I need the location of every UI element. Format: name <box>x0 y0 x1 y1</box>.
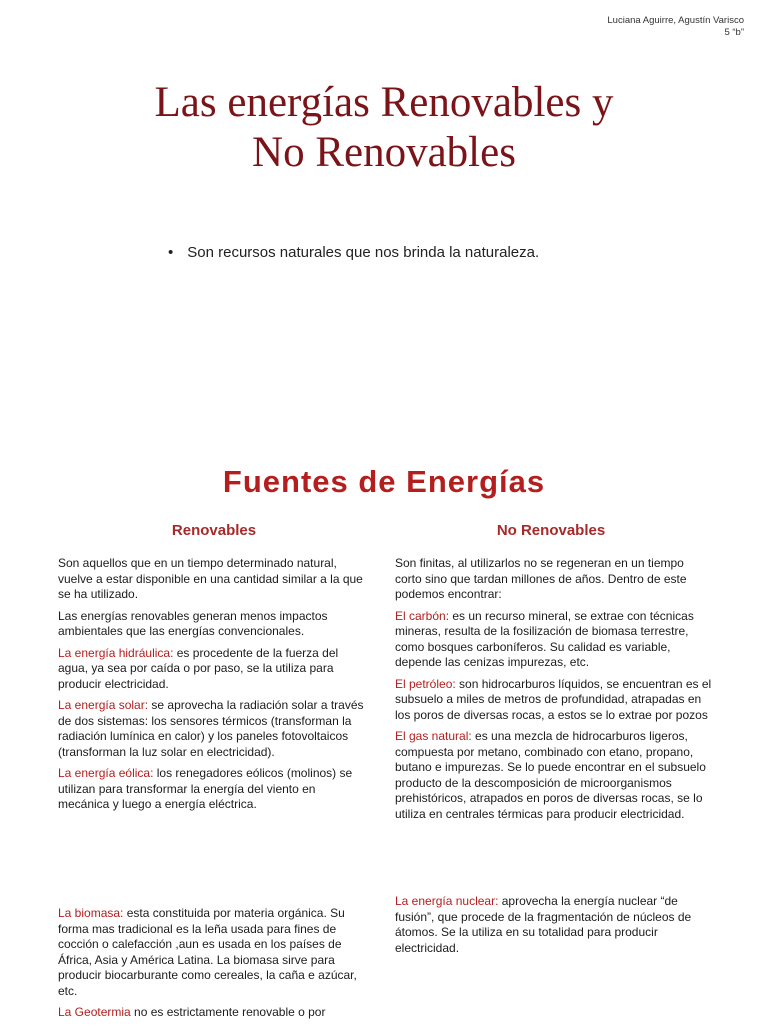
renewables-column <box>58 556 370 819</box>
renewable-item-wind <box>58 766 370 813</box>
author-credits <box>607 15 744 39</box>
intro-bullet-text: Son recursos naturales que nos brinda la naturaleza. <box>187 244 540 261</box>
non-renewable-term: El petróleo: <box>395 676 456 691</box>
renewable-term: La energía solar: <box>58 698 149 712</box>
non-renewables-column-lower <box>395 894 713 962</box>
non-renewable-text: es un recurso mineral, se extrae con técnicas mineras, resulta de la fosilización de biomasa terrestre, como bosques carboníferos. Su calidad es variable, depende las cenizas impurezas, etc. <box>395 608 694 669</box>
renewable-text: no es estrictamente renovable o por <box>130 1005 326 1019</box>
section-title: Fuentes de Energías <box>222 464 546 499</box>
non-renewable-term: El carbón: <box>395 608 450 623</box>
renewable-text: esta constituida por materia orgánica. Su forma mas tradicional es la leña usada para fines de cocción o calefacción ,aun es usada en los países de África, Asia y América Latina. La biomasa sirve para producir biocarburante como cereales, la caña e azúcar, etc. <box>58 906 357 998</box>
page-title <box>0 78 768 178</box>
renewable-item-solar <box>58 698 370 760</box>
renewables-heading: Renovables <box>171 522 257 539</box>
renewables-column-lower <box>58 906 370 1027</box>
renewable-term: La energía hidráulica: <box>58 645 174 660</box>
non-renewable-text: son hidrocarburos líquidos, se encuentran es el subsuelo a miles de metros de profundidad, atrapadas en los poros de diversas rocas, a estos se lo extrae por pozos <box>395 676 712 722</box>
authors-line: Luciana Aguirre, Agustín Varisco <box>607 15 744 26</box>
non-renewable-item-gas <box>395 729 713 822</box>
renewable-text: los renegadores eólicos (molinos) se utilizan para transformar la energía del viento en mecánica y luego a energía eléctrica. <box>58 766 353 811</box>
renewable-term: La energía eólica: <box>58 766 154 780</box>
non-renewable-text: es una mezcla de hidrocarburos ligeros, compuesta por metano, combinado con etano, propano, butano e impurezas. Se lo puede encontrar en el subsuelo producto de la descomposición de microorganismos prehistóricos, atrapados en poros de diversas rocas, se lo utiliza en centrales térmicas para producir electricidad. <box>395 729 706 821</box>
non-renewable-text: aprovecha la energía nuclear “de fusión”, que procede de la fragmentación de núcleos de átomos. Se la utiliza en su totalidad para producir electricidad. <box>395 894 692 955</box>
non-renewable-term: El gas natural: <box>395 729 472 743</box>
non-renewables-column <box>395 556 713 828</box>
title-line-2: No Renovables <box>252 129 516 176</box>
bullet-icon: • <box>168 244 174 261</box>
renewable-text: es procedente de la fuerza del agua, ya sea por caída o por paso, se la utiliza para producir electricidad. <box>58 645 339 691</box>
non-renewable-item-oil <box>395 677 713 724</box>
renewable-item-hydraulic <box>58 646 370 693</box>
renewables-impact: Las energías renovables generan menos impactos ambientales que las energías convencionales. <box>58 608 328 638</box>
renewable-item-biomass <box>58 906 370 999</box>
non-renewables-heading: No Renovables <box>496 522 606 539</box>
renewable-term: La Geotermia <box>58 1005 131 1019</box>
renewable-term: La biomasa: <box>58 906 124 920</box>
course-line: 5 “b” <box>724 27 744 38</box>
intro-bullet <box>168 244 539 261</box>
title-line-1: Las energías Renovables y <box>154 79 614 126</box>
non-renewable-item-nuclear <box>395 894 713 956</box>
non-renewable-term: La energía nuclear: <box>395 894 499 908</box>
renewable-item-geothermal <box>58 1005 370 1021</box>
renewables-definition: Son aquellos que en un tiempo determinado natural, vuelve a estar disponible en una cantidad similar a la que se ha utilizado. <box>58 556 363 601</box>
renewable-text: se aprovecha la radiación solar a través de dos sistemas: los sensores térmicos (transforman la radiación lumínica en calor) y los paneles fotovoltaicos (transforman la luz solar en electricidad). <box>58 698 364 759</box>
non-renewable-item-coal <box>395 609 713 671</box>
non-renewables-definition: Son finitas, al utilizarlos no se regeneran en un tiempo corto sino que tardan millones de años. Dentro de este podemos encontrar: <box>395 556 687 601</box>
